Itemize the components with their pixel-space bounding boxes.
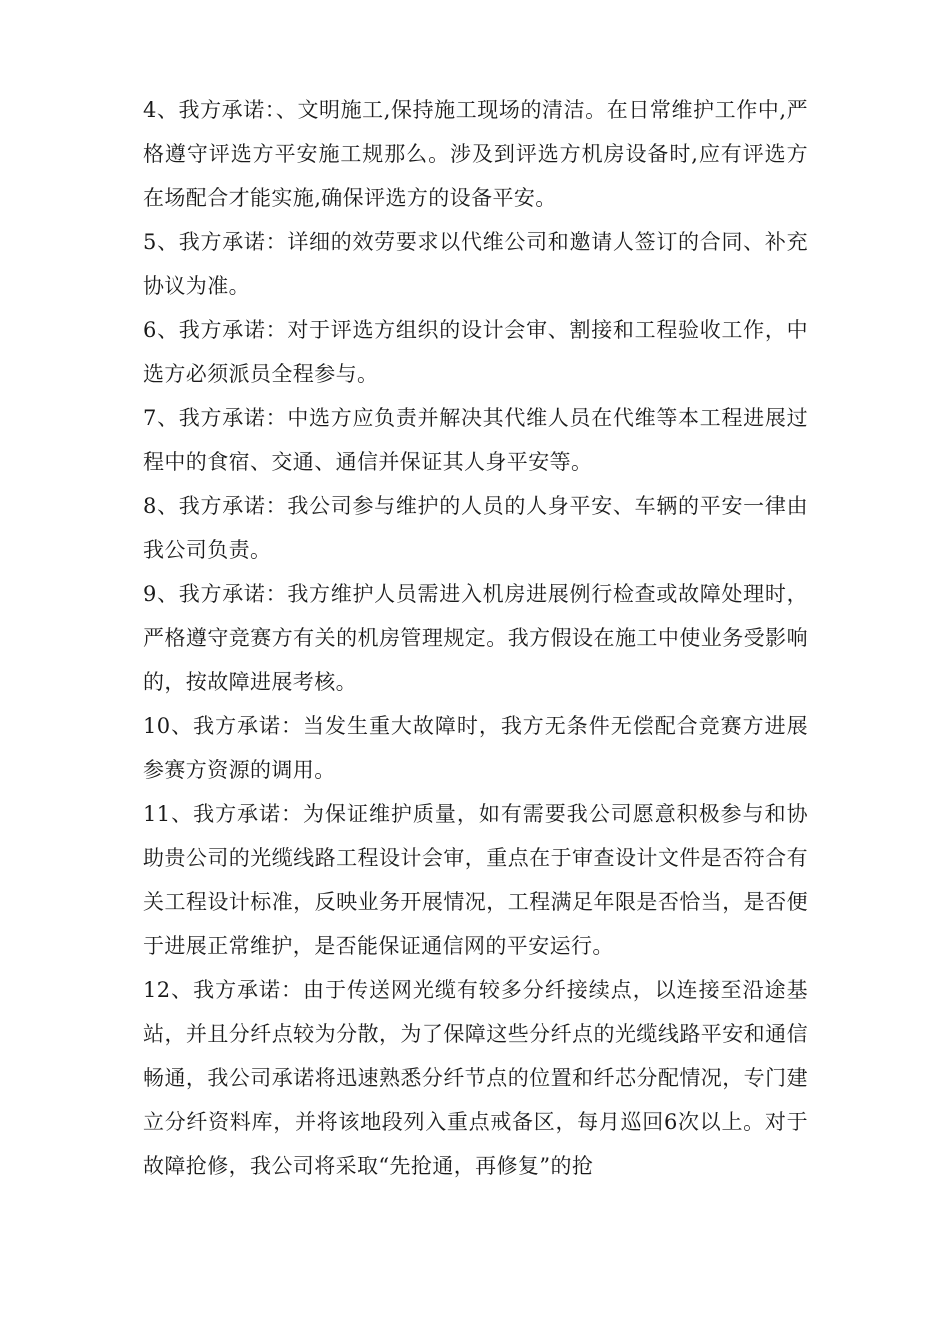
paragraph-commitment-5: 5、我方承诺：详细的效劳要求以代维公司和邀请人签订的合同、补充协议为准。 xyxy=(143,230,808,298)
paragraph-commitment-12: 12、我方承诺：由于传送网光缆有较多分纤接续点，以连接至沿途基站，并且分纤点较为分散，为了保障这些分纤点的光缆线路平安和通信畅通，我公司承诺将迅速熟悉分纤节点的位置和纤芯分配情况，专门建立分纤资料库，并将该地段列入重点戒备区，每月巡回6次以上。对于故障抢修，我公司将采取“先抢通，再修复”的抢 xyxy=(143,978,808,1178)
paragraph-commitment-7: 7、我方承诺：中选方应负责并解决其代维人员在代维等本工程进展过程中的食宿、交通、通信并保证其人身平安等。 xyxy=(143,406,808,474)
paragraph-commitment-8: 8、我方承诺：我公司参与维护的人员的人身平安、车辆的平安一律由我公司负责。 xyxy=(143,494,808,562)
paragraph-commitment-9: 9、我方承诺：我方维护人员需进入机房进展例行检查或故障处理时，严格遵守竞赛方有关的机房管理规定。我方假设在施工中使业务受影响的，按故障进展考核。 xyxy=(143,582,808,694)
document-page xyxy=(143,88,808,1188)
paragraph-commitment-10: 10、我方承诺：当发生重大故障时，我方无条件无偿配合竞赛方进展参赛方资源的调用。 xyxy=(143,714,808,782)
paragraph-commitment-11: 11、我方承诺：为保证维护质量，如有需要我公司愿意积极参与和协助贵公司的光缆线路工程设计会审，重点在于审查设计文件是否符合有关工程设计标准，反映业务开展情况，工程满足年限是否恰当，是否便于进展正常维护，是否能保证通信网的平安运行。 xyxy=(143,802,808,958)
paragraph-commitment-4: 4、我方承诺：、文明施工,保持施工现场的清洁。在日常维护工作中,严格遵守评选方平安施工规那么。涉及到评选方机房设备时,应有评选方在场配合才能实施,确保评选方的设备平安。 xyxy=(143,98,808,210)
paragraph-commitment-6: 6、我方承诺：对于评选方组织的设计会审、割接和工程验收工作，中选方必须派员全程参与。 xyxy=(143,318,808,386)
